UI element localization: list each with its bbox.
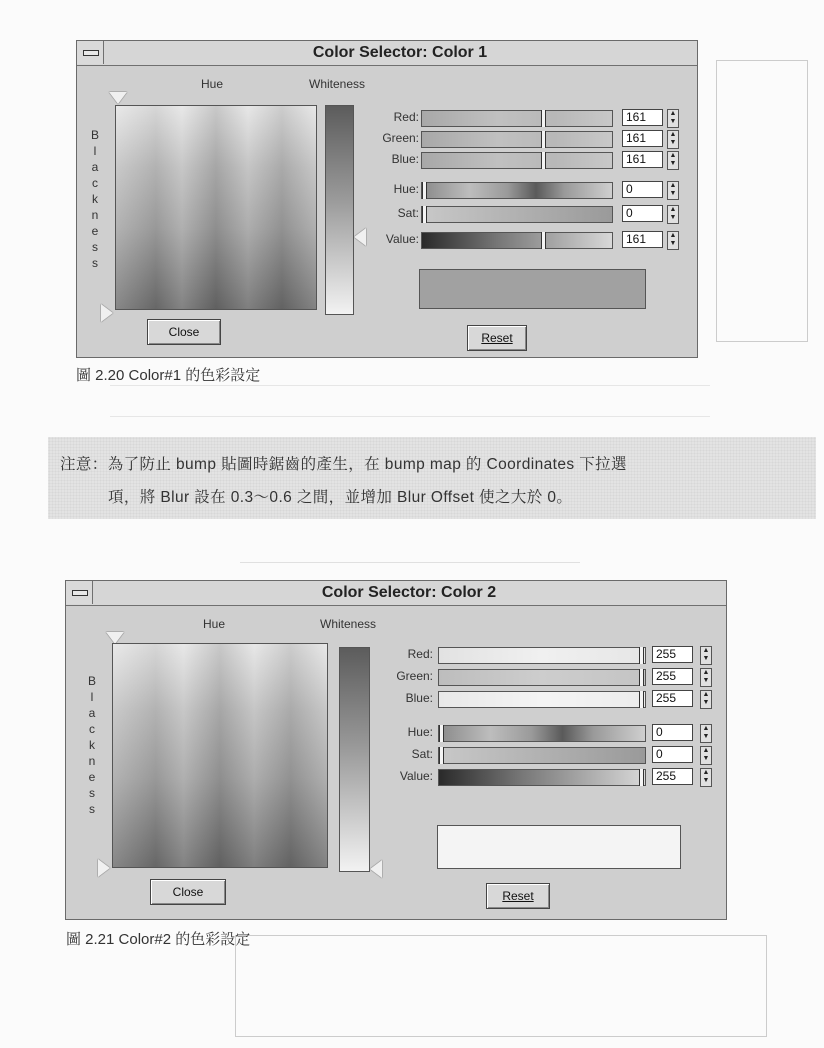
arrow-down-icon[interactable]: ▼ [702,733,710,740]
arrow-up-icon[interactable]: ▲ [702,747,710,754]
figure-caption-2: 圖 2.21 Color#2 的色彩設定 [66,931,251,948]
system-menu-button[interactable] [77,41,104,64]
whiteness-label: Whiteness [309,77,366,91]
hue-row-label: Hue: [407,725,433,739]
whiteness-strip[interactable] [325,105,354,315]
green-slider[interactable] [421,131,613,148]
slider-thumb[interactable] [639,669,644,686]
hue-value-field[interactable]: 0 [622,181,663,198]
slider-thumb[interactable] [422,206,427,223]
arrow-down-icon[interactable]: ▼ [702,699,710,706]
green-value-field[interactable]: 161 [622,130,663,147]
blackness-label: B l a c k n e s s [90,128,99,270]
color-swatch [419,269,646,309]
color-selector-dialog-1 [76,40,698,358]
reset-label: Reset [502,889,534,903]
reset-button[interactable] [486,883,550,909]
blue-label: Blue: [405,691,433,705]
arrow-down-icon[interactable]: ▼ [702,777,710,784]
sat-value-field[interactable]: 0 [622,205,663,222]
title-bar [66,581,726,606]
slider-thumb[interactable] [541,110,546,127]
slider-thumb[interactable] [541,131,546,148]
arrow-up-icon[interactable]: ▲ [702,769,710,776]
value-spinner[interactable] [667,231,679,250]
green-spinner[interactable] [700,668,712,687]
red-slider[interactable] [421,110,613,127]
whiteness-label: Whiteness [320,617,377,631]
color-selector-dialog-2 [65,580,727,920]
hue-blackness-field[interactable] [112,643,328,868]
arrow-up-icon[interactable]: ▲ [702,725,710,732]
title-bar [77,41,697,66]
green-label: Green: [396,669,433,683]
blue-slider[interactable] [421,152,613,169]
arrow-down-icon[interactable]: ▼ [669,190,677,197]
value-slider[interactable] [438,769,646,786]
bleed-through-box [716,60,808,342]
arrow-up-icon[interactable]: ▲ [669,232,677,239]
sat-label: Sat: [397,206,419,220]
sat-value-field[interactable]: 0 [652,746,693,763]
sat-spinner[interactable] [700,746,712,765]
green-spinner[interactable] [667,130,679,149]
sat-label: Sat: [411,747,433,761]
arrow-down-icon[interactable]: ▼ [669,240,677,247]
blue-value-field[interactable]: 255 [652,690,693,707]
reset-label: Reset [481,331,513,345]
blackness-pointer-icon[interactable] [98,859,110,877]
arrow-up-icon[interactable]: ▲ [702,691,710,698]
blue-slider[interactable] [438,691,646,708]
red-slider[interactable] [438,647,646,664]
note-box [48,437,816,519]
red-label: Red: [393,110,419,124]
minus-icon [83,50,99,56]
close-button[interactable]: Close [150,879,226,905]
arrow-up-icon[interactable]: ▲ [669,206,677,213]
arrow-up-icon[interactable]: ▲ [669,182,677,189]
arrow-up-icon[interactable]: ▲ [702,647,710,654]
arrow-up-icon[interactable]: ▲ [702,669,710,676]
dialog-title: Color Selector: Color 1 [312,44,488,61]
arrow-up-icon[interactable]: ▲ [669,131,677,138]
blackness-label: B l a c k n e s s [87,674,96,816]
slider-thumb[interactable] [541,232,546,249]
blue-spinner[interactable] [700,690,712,709]
slider-thumb[interactable] [439,747,444,764]
note-line-1: 注意：為了防止 bump 貼圖時鋸齒的產生，在 bump map 的 Coordinates 下拉選 [60,456,627,473]
arrow-down-icon[interactable]: ▼ [702,755,710,762]
arrow-up-icon[interactable]: ▲ [669,152,677,159]
sat-slider[interactable] [438,747,646,764]
arrow-down-icon[interactable]: ▼ [702,677,710,684]
sat-spinner[interactable] [667,205,679,224]
blue-label: Blue: [391,152,419,166]
hue-blackness-field[interactable] [115,105,317,310]
sat-slider[interactable] [421,206,613,223]
arrow-up-icon[interactable]: ▲ [669,110,677,117]
note-line-2: 項，將 Blur 設在 0.3～0.6 之間，並增加 Blur Offset 使之大於 0。 [108,489,573,506]
reset-button[interactable] [467,325,527,351]
hue-pointer-icon[interactable] [109,92,127,104]
red-spinner[interactable] [667,109,679,128]
value-label: Value: [385,232,419,246]
figure-caption-1: 圖 2.20 Color#1 的色彩設定 [76,367,261,384]
red-label: Red: [407,647,433,661]
blue-value-field[interactable]: 161 [622,151,663,168]
slider-thumb[interactable] [541,152,546,169]
red-spinner[interactable] [700,646,712,665]
whiteness-pointer-icon[interactable] [370,860,382,878]
arrow-down-icon[interactable]: ▼ [669,118,677,125]
green-label: Green: [382,131,419,145]
bleed-through-text [110,385,710,417]
hue-spinner[interactable] [700,724,712,743]
hue-label: Hue [203,617,226,631]
arrow-down-icon[interactable]: ▼ [669,160,677,167]
color-swatch [437,825,681,869]
bleed-through-text [240,548,580,563]
slider-thumb[interactable] [639,647,644,664]
value-spinner[interactable] [700,768,712,787]
arrow-down-icon[interactable]: ▼ [702,655,710,662]
hue-label: Hue [201,77,224,91]
hue-spinner[interactable] [667,181,679,200]
arrow-down-icon[interactable]: ▼ [669,139,677,146]
value-value-field[interactable]: 255 [652,768,693,785]
value-slider[interactable] [421,232,613,249]
slider-thumb[interactable] [439,725,444,742]
arrow-down-icon[interactable]: ▼ [669,214,677,221]
blackness-pointer-icon[interactable] [101,304,113,322]
hue-slider[interactable] [421,182,613,199]
close-button[interactable]: Close [147,319,221,345]
slider-thumb[interactable] [639,691,644,708]
whiteness-strip[interactable] [339,647,370,872]
slider-thumb[interactable] [422,182,427,199]
green-slider[interactable] [438,669,646,686]
green-value-field[interactable]: 255 [652,668,693,685]
minus-icon [72,590,88,596]
value-value-field[interactable]: 161 [622,231,663,248]
hue-value-field[interactable]: 0 [652,724,693,741]
bleed-through-box [235,935,767,1037]
red-value-field[interactable]: 161 [622,109,663,126]
system-menu-button[interactable] [66,581,93,604]
slider-thumb[interactable] [639,769,644,786]
blue-spinner[interactable] [667,151,679,170]
hue-slider[interactable] [438,725,646,742]
dialog-title: Color Selector: Color 2 [321,584,497,601]
red-value-field[interactable]: 255 [652,646,693,663]
hue-row-label: Hue: [393,182,419,196]
value-label: Value: [399,769,433,783]
